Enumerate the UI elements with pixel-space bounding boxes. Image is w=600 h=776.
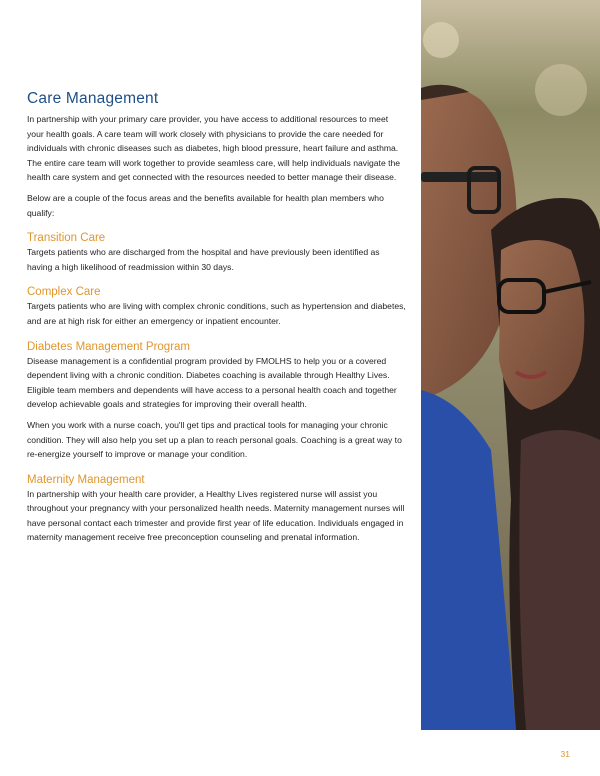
couple-photo bbox=[421, 0, 600, 730]
section-complex-care bbox=[27, 286, 407, 328]
page-title: Care Management bbox=[27, 90, 159, 107]
main-content bbox=[27, 90, 407, 545]
section-paragraph: Targets patients who are living with complex chronic conditions, such as hypertension and diabetes, and are at high risk for either an emergency or inpatient encounter. bbox=[27, 301, 406, 326]
intro-paragraph-1: In partnership with your primary care provider, you have access to additional resources to meet your health goals. A care team will work closely with physicians to provide the care needed for individuals with chronic diseases such as diabetes, high blood pressure, heart failure and asthma. The entire care team will work together to provide seamless care, will help individuals navigate the health care system and get connected with the resources needed to better manage their disease. bbox=[27, 114, 401, 183]
section-maternity-management bbox=[27, 474, 407, 545]
section-heading: Maternity Management bbox=[27, 473, 145, 486]
page-number: 31 bbox=[560, 749, 570, 759]
section-paragraph: When you work with a nurse coach, you'll get tips and practical tools for managing your chronic condition. They will also help you set up a plan to reach personal goals. Coaching is a great way to re-energize yourself to improve or manage your condition. bbox=[27, 419, 402, 460]
section-paragraph: In partnership with your health care provider, a Healthy Lives registered nurse will assist you throughout your pregnancy with your personalized health needs. Maternity management nurses will have personal contact each trimester and provide first year of life education. Individuals engaged in maternity management receive free preconception counseling and prenatal information. bbox=[27, 488, 405, 543]
section-diabetes-management bbox=[27, 341, 407, 462]
section-paragraph: Targets patients who are discharged from the hospital and have previously been identified as having a high likelihood of readmission within 30 days. bbox=[27, 247, 380, 272]
section-transition-care bbox=[27, 232, 407, 274]
section-heading: Diabetes Management Program bbox=[27, 340, 190, 353]
section-heading: Complex Care bbox=[27, 286, 101, 299]
intro-paragraph-2: Below are a couple of the focus areas and the benefits available for health plan members who qualify: bbox=[27, 192, 384, 218]
section-heading: Transition Care bbox=[27, 232, 106, 245]
section-paragraph: Disease management is a confidential program provided by FMOLHS to help you or a covered dependent living with a chronic condition. Diabetes coaching is available through Healthy Lives. Eligible team members and dependents will have access to a personal health coach and together develop achievable goals and strategies for improving their overall health. bbox=[27, 355, 397, 410]
